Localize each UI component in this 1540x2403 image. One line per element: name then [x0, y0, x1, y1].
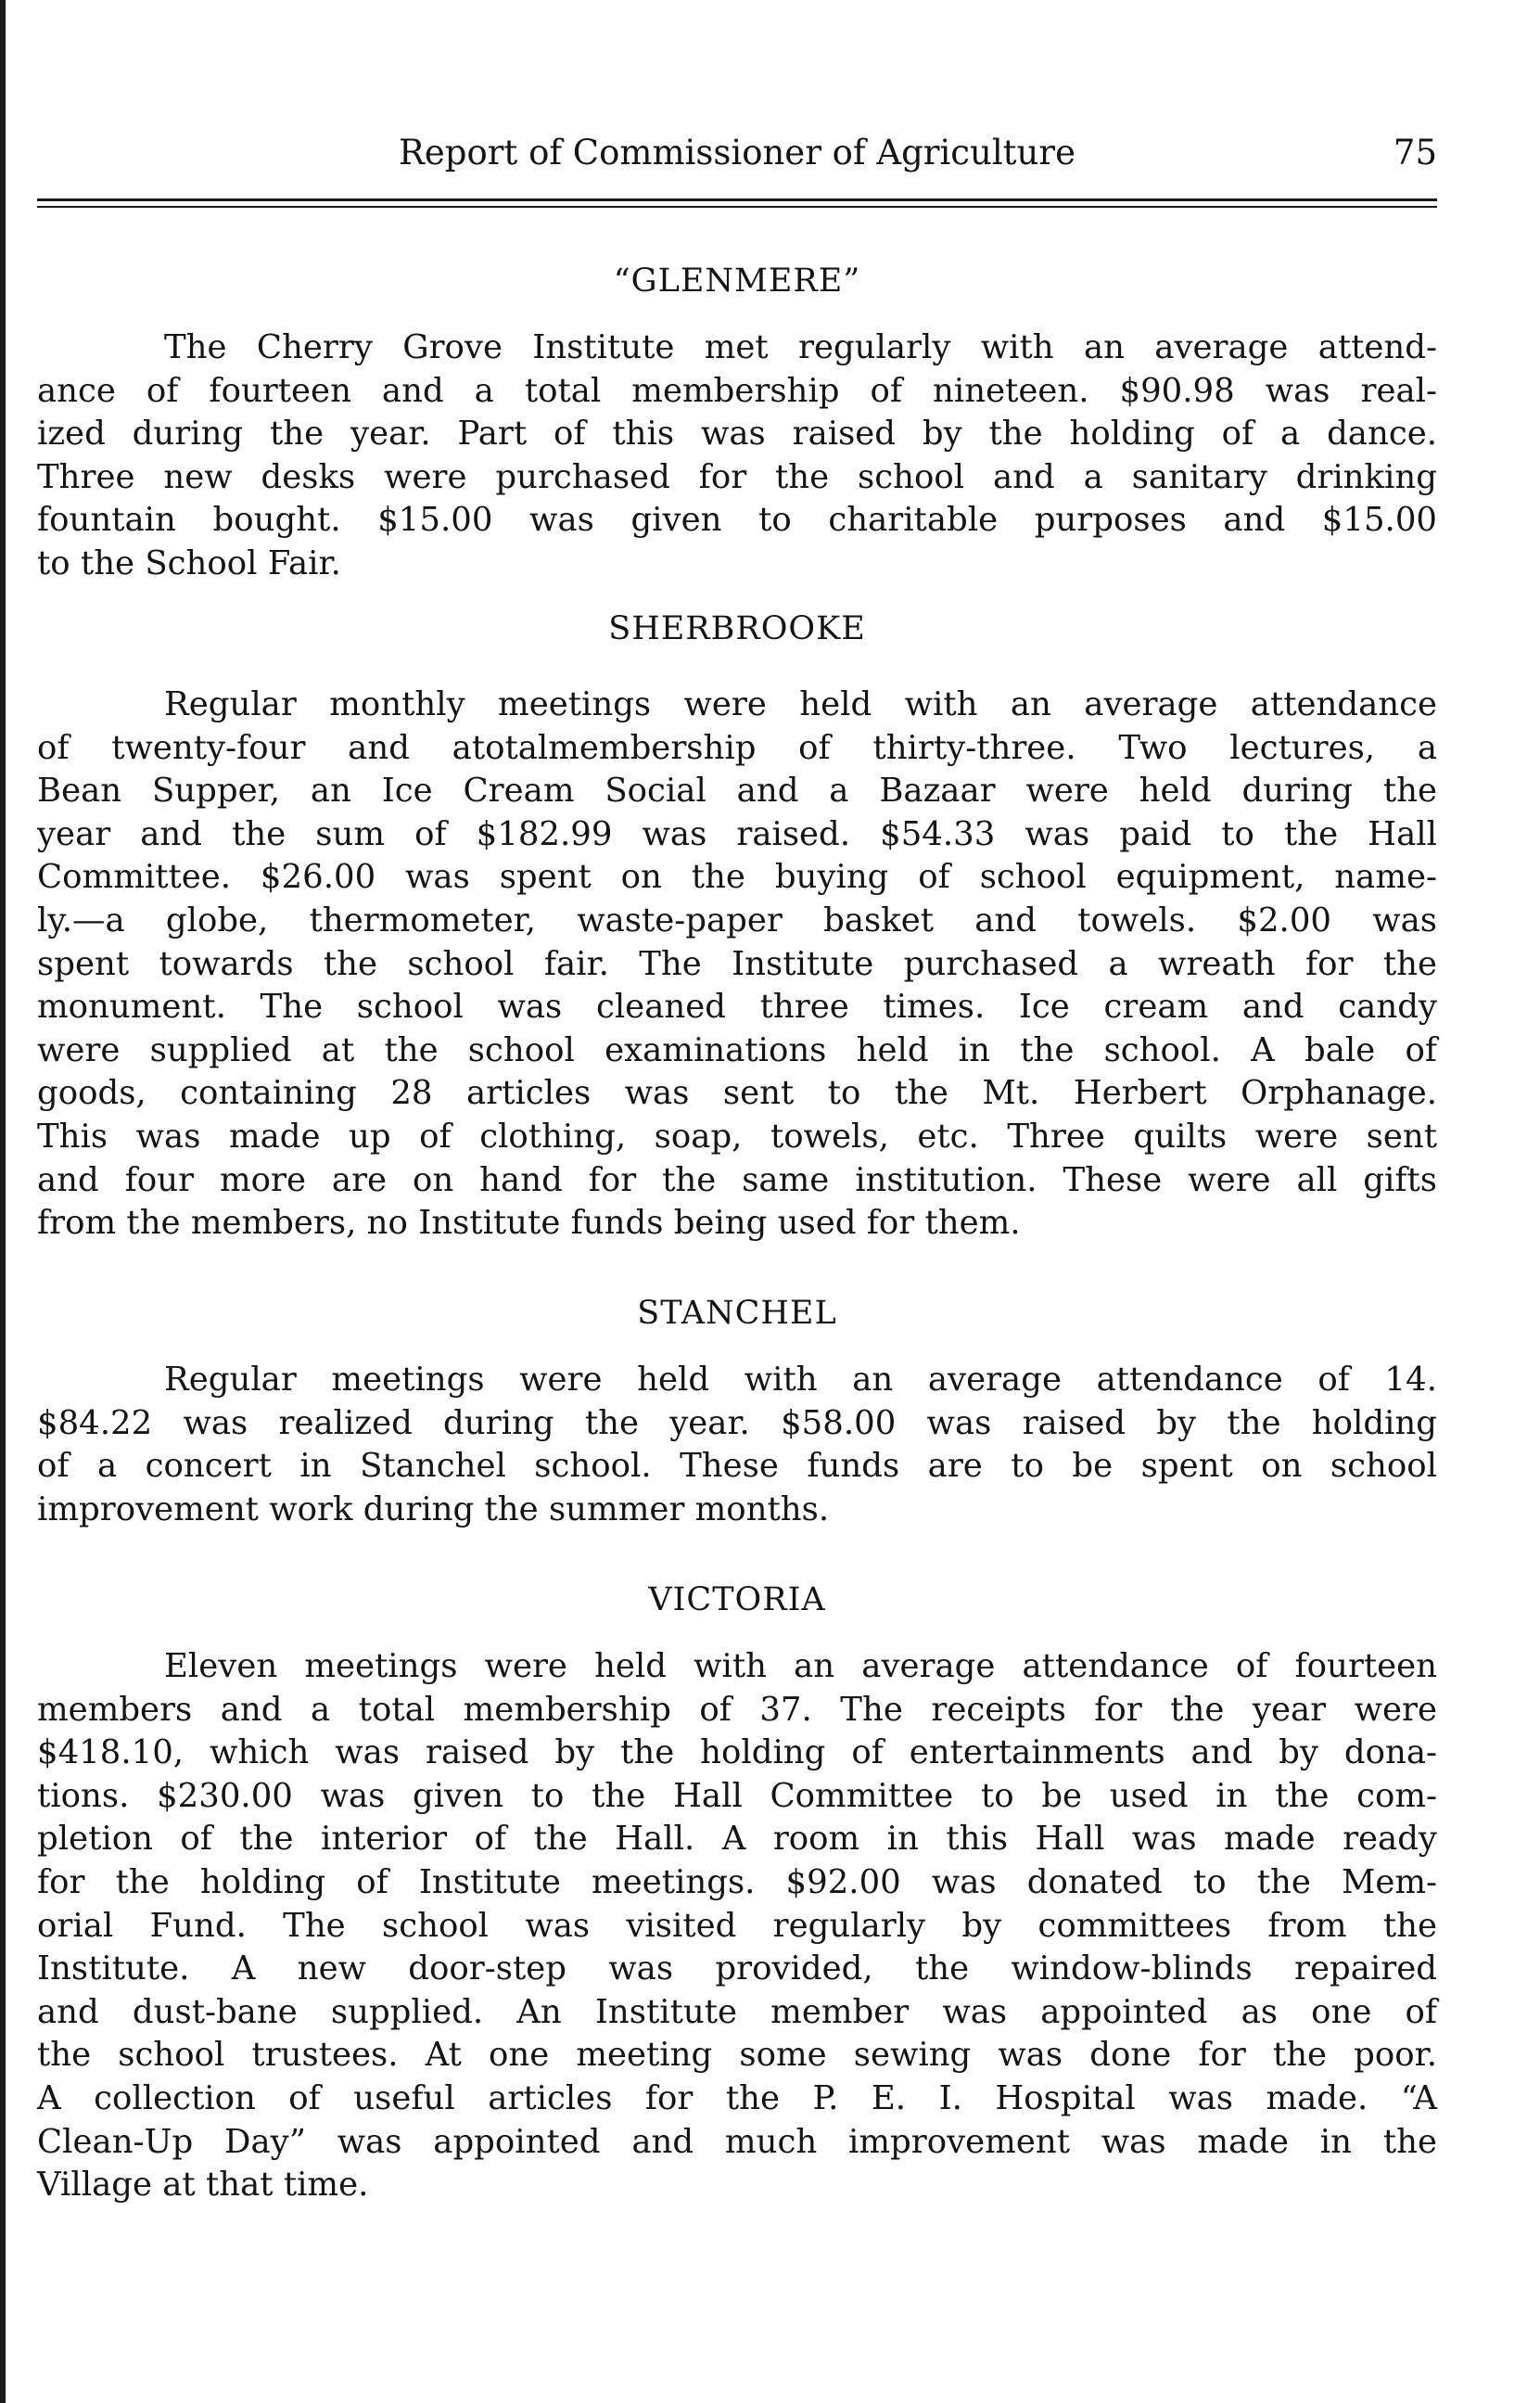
text-line: Clean-Up Day” was appointed and much improvement was made in the [37, 2122, 1437, 2161]
text-line: $84.22 was realized during the year. $58.00 was raised by the holding [37, 1403, 1437, 1442]
section-heading-victoria: VICTORIA [648, 1581, 826, 1618]
text-line: year and the sum of $182.99 was raised. $54.33 was paid to the Hall [37, 814, 1437, 853]
text-line: from the members, no Institute funds being used for them. [37, 1204, 1021, 1243]
text-line: pletion of the interior of the Hall. A room in this Hall was made ready [37, 1820, 1437, 1859]
section-body-victoria [37, 1645, 1437, 2207]
text-line: Three new desks were purchased for the school and a sanitary drinking [37, 457, 1437, 496]
text-line: $418.10, which was raised by the holding of entertainments and by dona- [37, 1733, 1437, 1772]
section-body-stanchel [37, 1359, 1437, 1531]
text-line: members and a total membership of 37. The receipts for the year were [37, 1690, 1437, 1729]
text-line: to the School Fair. [37, 543, 341, 582]
section-heading-stanchel: STANCHEL [637, 1295, 837, 1332]
text-line: and dust-bane supplied. An Institute member was appointed as one of [37, 1992, 1437, 2031]
text-line: ized during the year. Part of this was raised by the holding of a dance. [37, 415, 1437, 454]
text-line: The Cherry Grove Institute met regularly with an average attend- [164, 328, 1437, 366]
running-header [37, 130, 1437, 176]
text-line: for the holding of Institute meetings. $92.00 was donated to the Mem- [37, 1862, 1437, 1901]
text-line: A collection of useful articles for the P. E. I. Hospital was made. “A [37, 2078, 1437, 2117]
text-line: Village at that time. [37, 2166, 369, 2205]
text-line: Regular meetings were held with an average attendance of 14. [164, 1361, 1437, 1399]
text-line: orial Fund. The school was visited regularly by committees from the [37, 1906, 1437, 1945]
text-line: This was made up of clothing, soap, towels, etc. Three quilts were sent [37, 1117, 1437, 1156]
page-number: 75 [1393, 133, 1437, 173]
text-line: improvement work during the summer months. [37, 1489, 830, 1528]
text-line: Bean Supper, an Ice Cream Social and a Bazaar were held during the [37, 772, 1437, 811]
section-heading-sherbrooke: SHERBROOKE [608, 610, 866, 647]
text-line: ly.—a globe, thermometer, waste-paper basket and towels. $2.00 was [37, 901, 1437, 939]
text-line: tions. $230.00 was given to the Hall Committee to be used in the com- [37, 1776, 1437, 1815]
text-line: ance of fourteen and a total membership of nineteen. $90.98 was real- [37, 371, 1437, 410]
text-line: monument. The school was cleaned three times. Ice cream and candy [37, 988, 1437, 1027]
section-body-sherbrooke [37, 684, 1437, 1246]
text-line: of a concert in Stanchel school. These funds are to be spent on school [37, 1447, 1437, 1486]
text-line: Committee. $26.00 was spent on the buying of school equipment, name- [37, 858, 1437, 897]
text-line: Eleven meetings were held with an average attendance of fourteen [164, 1647, 1437, 1685]
text-line: Regular monthly meetings were held with an average attendance [164, 685, 1437, 723]
scan-page-edge [0, 0, 6, 2403]
section-heading-glenmere: “GLENMERE” [613, 262, 861, 300]
text-line: the school trustees. At one meeting some sewing was done for the poor. [37, 2036, 1437, 2075]
text-line: were supplied at the school examinations held in the school. A bale of [37, 1030, 1437, 1069]
header-rule [37, 198, 1437, 201]
header-rule [37, 206, 1437, 208]
running-title: Report of Commissioner of Agriculture [399, 133, 1075, 173]
text-line: goods, containing 28 articles was sent to the Mt. Herbert Orphanage. [37, 1074, 1437, 1113]
text-line: and four more are on hand for the same institution. These were all gifts [37, 1160, 1437, 1199]
text-line: Institute. A new door-step was provided, the window-blinds repaired [37, 1949, 1437, 1988]
text-line: fountain bought. $15.00 was given to charitable purposes and $15.00 [37, 501, 1437, 540]
text-line: spent towards the school fair. The Institute purchased a wreath for the [37, 944, 1437, 983]
text-line: of twenty-four and atotalmembership of thirty-three. Two lectures, a [37, 728, 1437, 767]
section-body-glenmere [37, 326, 1437, 586]
